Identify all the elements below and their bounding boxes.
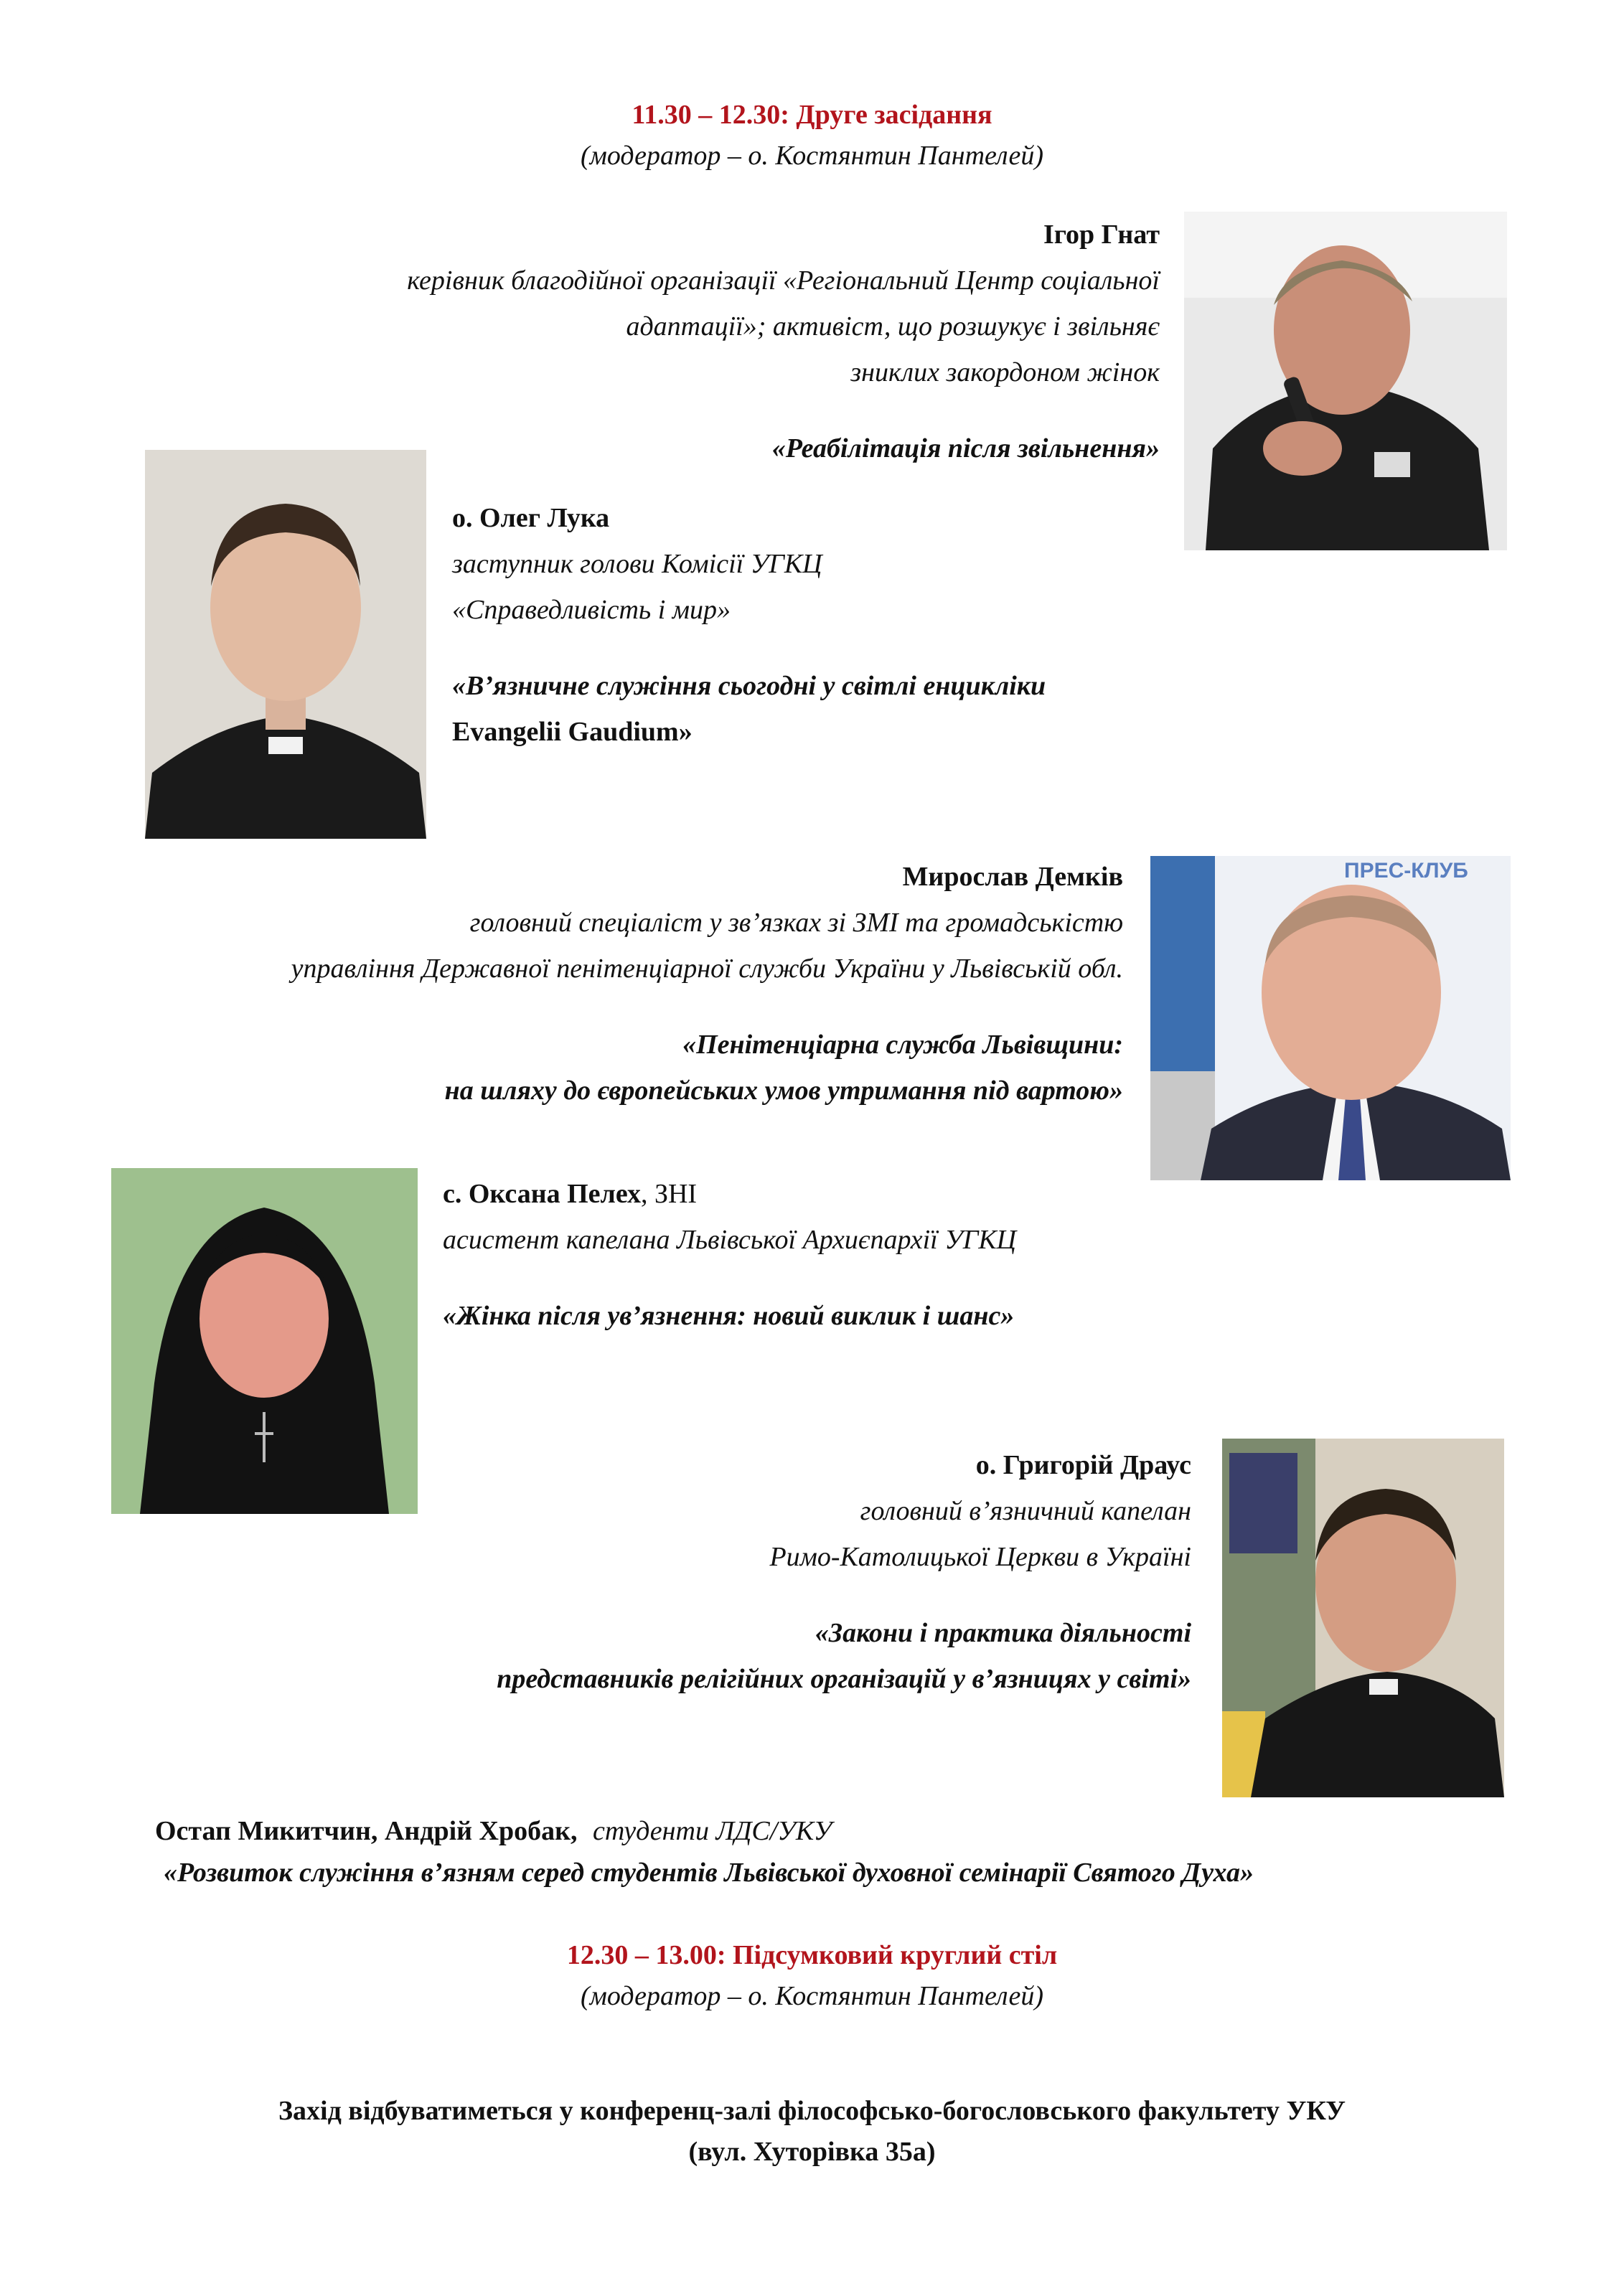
speaker-block-draus bbox=[215, 1442, 1191, 1702]
talk-title-line: «Закони і практика діяльності bbox=[815, 1618, 1191, 1648]
speaker-block-demkiv bbox=[72, 854, 1123, 1114]
speaker-name: Мирослав Демків bbox=[902, 862, 1123, 892]
speaker-role-line: заступник голови Комісії УГКЦ bbox=[452, 549, 822, 579]
talk-title-line: представників релігійних організацій у в’язницях у світі» bbox=[497, 1664, 1191, 1694]
speaker-role-line: зниклих закордоном жінок bbox=[850, 357, 1160, 387]
photo-caption-text: ПРЕС-КЛУБ bbox=[1344, 859, 1468, 883]
students-talk bbox=[164, 1850, 1620, 1896]
students-line bbox=[155, 1808, 1590, 1854]
venue-address: (вул. Хуторівка 35а) bbox=[688, 2137, 936, 2167]
roundtable-moderator: (модератор – о. Костянтин Пантелей) bbox=[581, 1981, 1043, 2011]
talk-title: «Жінка після ув’язнення: новий виклик і шанс» bbox=[443, 1301, 1015, 1331]
students-talk-title: «Розвиток служіння в’язням серед студентів Львівської духовної семінарії Святого Духа» bbox=[164, 1858, 1254, 1888]
speaker-role-line: адаптації»; активіст, що розшукує і звільняє bbox=[626, 311, 1160, 342]
roundtable-title: 12.30 – 13.00: Підсумковий круглий стіл bbox=[566, 1940, 1058, 1970]
talk-title: «Реабілітація після звільнення» bbox=[771, 433, 1160, 464]
speaker-role-line: головний в’язничний капелан bbox=[860, 1496, 1191, 1526]
speaker-name: о. Григорій Драус bbox=[975, 1450, 1191, 1480]
speaker-name: Ігор Гнат bbox=[1043, 220, 1160, 250]
speaker-role-line: асистент капелана Львівської Архиєпархії УГКЦ bbox=[443, 1225, 1017, 1255]
speaker-name: о. Олег Лука bbox=[452, 503, 610, 533]
talk-title-line: «Пенітенціарна служба Львівщини: bbox=[682, 1030, 1123, 1060]
session-title: 11.30 – 12.30: Друге засідання bbox=[632, 100, 992, 130]
talk-title-line: на шляху до європейських умов утримання під вартою» bbox=[444, 1076, 1123, 1106]
speaker-role-line: управління Державної пенітенціарної служби України у Львівській обл. bbox=[291, 954, 1123, 984]
speaker-name-suffix: , ЗНІ bbox=[640, 1179, 698, 1209]
speaker-block-pelekh bbox=[443, 1171, 1555, 1339]
speaker-block-hnat bbox=[144, 212, 1160, 471]
speaker-role-line: «Справедливість і мир» bbox=[452, 595, 731, 625]
students-role: студенти ЛДС/УКУ bbox=[593, 1816, 832, 1846]
session-moderator: (модератор – о. Костянтин Пантелей) bbox=[581, 141, 1043, 171]
speaker-role-line: керівник благодійної організації «Регіональний Центр соціальної bbox=[407, 265, 1160, 296]
speaker-role-line: Римо-Католицької Церкви в Україні bbox=[769, 1542, 1191, 1572]
talk-title-line: «В’язничне служіння сьогодні у світлі енцикліки bbox=[452, 671, 1046, 701]
photo-luka bbox=[145, 450, 426, 839]
talk-title-line: Evangelii Gaudium» bbox=[452, 717, 693, 747]
speaker-name: с. Оксана Пелех bbox=[443, 1179, 641, 1209]
venue-line: Захід відбуватиметься у конференц-залі філософсько-богословського факультету УКУ bbox=[278, 2096, 1346, 2126]
speaker-block-luka bbox=[452, 495, 1277, 755]
photo-demkiv bbox=[1150, 856, 1511, 1180]
speaker-role-line: головний спеціаліст у зв’язках зі ЗМІ та громадськістю bbox=[469, 908, 1123, 938]
students-names: Остап Микитчин, Андрій Хробак, bbox=[155, 1816, 578, 1846]
photo-draus bbox=[1222, 1439, 1504, 1797]
